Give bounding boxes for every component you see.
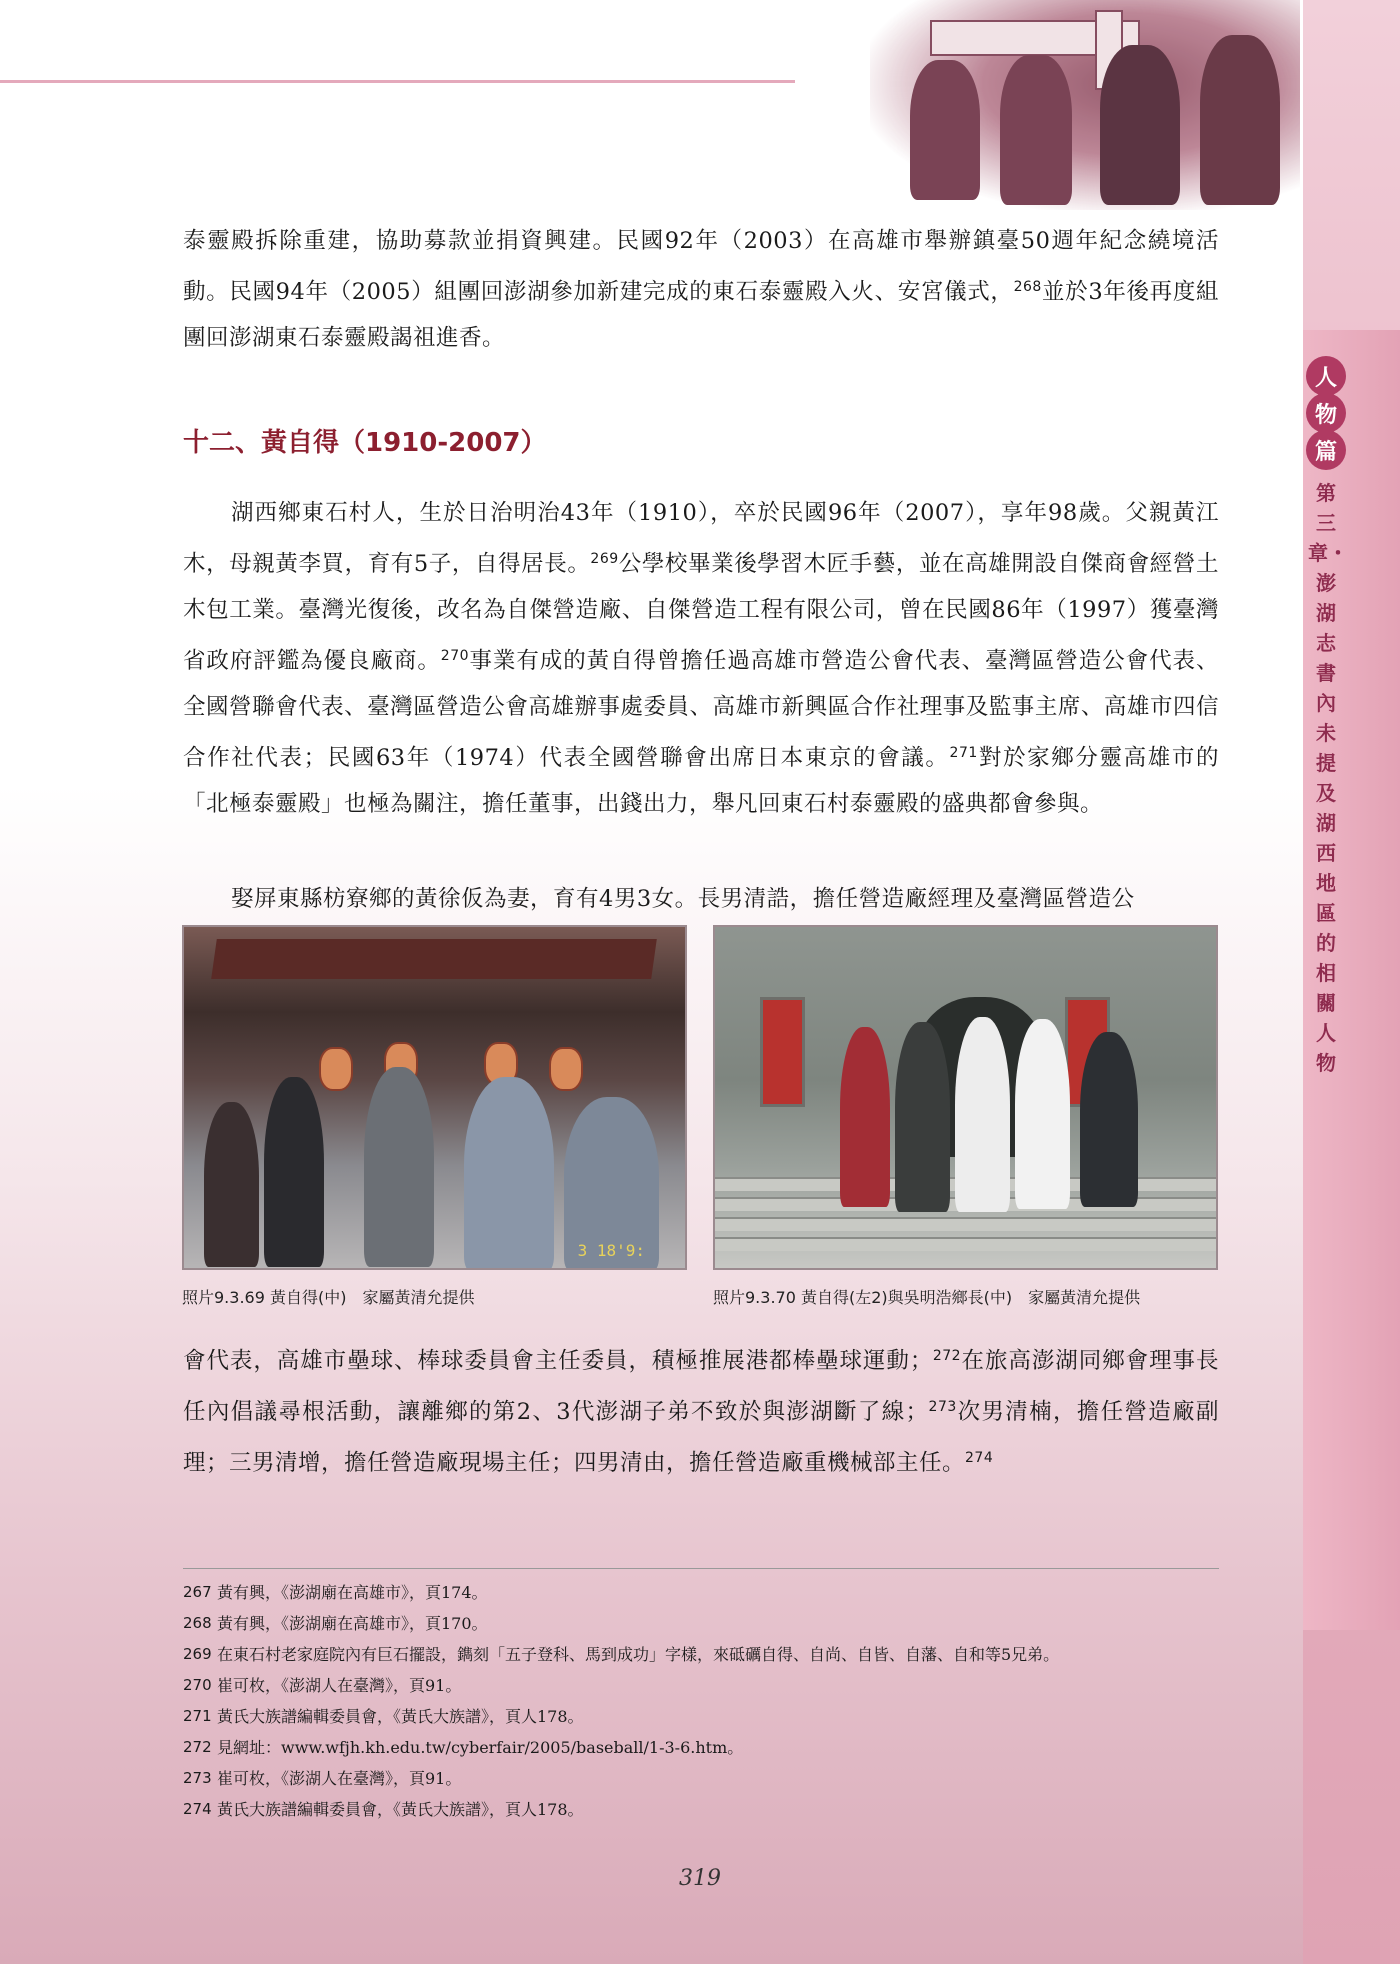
footnote-267: 267 黃有興，《澎湖廟在高雄市》，頁174。	[183, 1582, 488, 1602]
page-number: 319	[679, 1866, 721, 1891]
footnote-url-link[interactable]: 見網址：www.wfjh.kh.edu.tw/cyberfair/2005/baseball/1-3-6.htm。	[217, 1738, 744, 1757]
footnote-ref[interactable]: 268	[1013, 279, 1042, 295]
footnote-274: 274 黃氏大族譜編輯委員會，《黃氏大族譜》，頁人178。	[183, 1799, 584, 1819]
footnote-ref[interactable]: 269	[590, 551, 619, 567]
chapter-title-vertical: 第三章・澎湖志書內未提及湖西地區的相關人物	[1308, 481, 1348, 1075]
family-paragraph-start: 娶屏東縣枋寮鄉的黃徐仮為妻，育有4男3女。長男清誥，擔任營造廠經理及臺灣區營造公	[231, 886, 1135, 912]
section-char-3: 篇	[1306, 430, 1346, 470]
header-rule	[0, 80, 795, 83]
footnote-ref[interactable]: 272	[932, 1348, 962, 1364]
section-char-1: 人	[1306, 356, 1346, 396]
intro-paragraph: 泰靈殿拆除重建，協助募款並捐資興建。民國92年（2003）在高雄市舉辦鎮臺50週年紀念繞境活動。民國94年（2005）組團回澎湖參加新建完成的東石泰靈殿入火、安宮儀式，$^{268}$並於3年後再度組團回澎湖東石泰靈殿謁祖進香。	[183, 228, 1219, 351]
photo-date-stamp: 3 18'9:	[577, 1241, 645, 1260]
footnote-ref[interactable]: 270	[440, 648, 470, 664]
footnote-270: 270 崔可枚，《澎湖人在臺灣》，頁91。	[183, 1675, 462, 1695]
photo-caption-2: 照片9.3.70 黃自得(左2)與吳明浩鄉長(中) 家屬黃清允提供	[713, 1288, 1141, 1307]
footnote-272: 272 見網址：www.wfjh.kh.edu.tw/cyberfair/2005/baseball/1-3-6.htm。	[183, 1731, 1219, 1762]
photo-caption-1: 照片9.3.69 黃自得(中) 家屬黃清允提供	[182, 1288, 475, 1307]
photo-group-at-temple	[713, 925, 1218, 1270]
footnote-divider	[183, 1568, 1219, 1569]
footnote-ref[interactable]: 273	[928, 1399, 957, 1415]
family-paragraph-end: 會代表，高雄市壘球、棒球委員會主任委員，積極推展港都棒壘球運動；$^{272}$在旅高澎湖同鄉會理事長任內倡議尋根活動，讓離鄉的第2、3代澎湖子弟不致於與澎湖斷了線；$^{273}$次男清楠，擔任營造廠副理；三男清增，擔任營造廠現場主任；四男清由，擔任營造廠重機械部主任。$^{274}$	[183, 1348, 1219, 1476]
footnote-268: 268 黃有興，《澎湖廟在高雄市》，頁170。	[183, 1613, 488, 1633]
footnote-list	[183, 1576, 1219, 1824]
footnote-ref[interactable]: 271	[949, 745, 978, 761]
footnote-271: 271 黃氏大族譜編輯委員會，《黃氏大族譜》，頁人178。	[183, 1706, 584, 1726]
footnote-269: 269 在東石村老家庭院內有巨石擺設，鐫刻「五子登科、馬到成功」字樣，來砥礪自得、自尚、自皆、自藩、自和等5兄弟。	[183, 1644, 1060, 1664]
photo-temple-ceremony	[182, 925, 687, 1270]
section-title: 十二、黃自得（1910-2007）	[183, 428, 547, 458]
biography-paragraph: 湖西鄉東石村人，生於日治明治43年（1910），卒於民國96年（2007），享年98歲。父親黃江木，母親黃李買，育有5子，自得居長。$^{269}$公學校畢業後學習木匠手藝，並在高雄開設自傑商會經營土木包工業。臺灣光復後，改名為自傑營造廠、自傑營造工程有限公司，曾在民國86年（1997）獲臺灣省政府評鑑為優良廠商。$^{270}$事業有成的黃自得曾擔任過高雄市營造公會代表、臺灣區營造公會代表、全國營聯會代表、臺灣區營造公會高雄辦事處委員、高雄市新興區合作社理事及監事主席、高雄市四信合作社代表；民國63年（1974）代表全國營聯會出席日本東京的會議。$^{271}$對於家鄉分靈高雄市的「北極泰靈殿」也極為關注，擔任董事，出錢出力，舉凡回東石村泰靈殿的盛典都會參與。	[183, 500, 1219, 817]
section-char-2: 物	[1306, 393, 1346, 433]
header-photo-elders	[870, 0, 1300, 210]
footnote-ref[interactable]: 274	[965, 1450, 994, 1466]
footnote-273: 273 崔可枚，《澎湖人在臺灣》，頁91。	[183, 1768, 462, 1788]
